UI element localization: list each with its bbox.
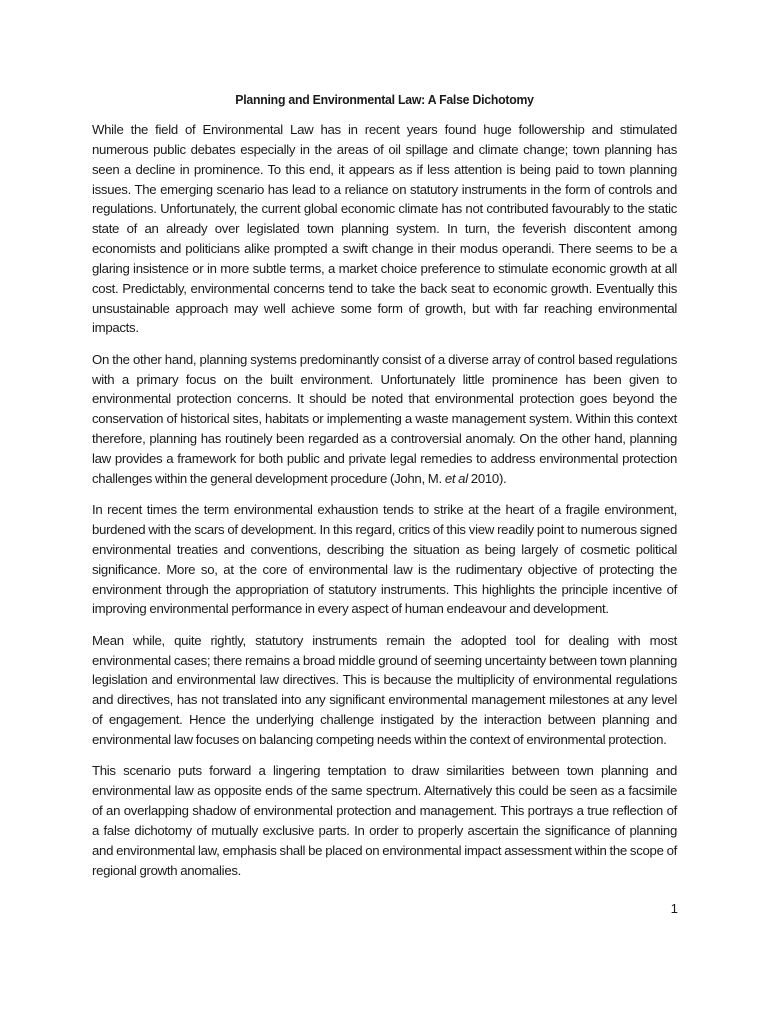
paragraph-3: In recent times the term environmental exhaustion tends to strike at the heart of a fragile environment, burdened with the scars of development. In this regard, critics of this view readily point to numerous signed environmental treaties and conventions, describing the situation as being largely of cosmetic political significance. More so, at the core of environmental law is the rudimentary objective of protecting the environment through the appropriation of statutory instruments. This highlights the principle incentive of improving environmental performance in every aspect of human endeavour and development. [92,502,677,617]
document-body [92,90,677,892]
page-number: 1 [670,901,678,916]
paragraph-2 [92,350,677,489]
paragraph-2-italic-citation: et al [444,470,468,486]
paragraph-2-text: On the other hand, planning systems predominantly consist of a diverse array of control based regulations with a primary focus on the built environment. Unfortunately little prominence has been given to environmental protection concerns. It should be noted that environmental protection goes beyond the conservation of historical sites, habitats or implementing a waste management system. Within this context therefore, planning has routinely been regarded as a controversial anomaly. On the other hand, planning law provides a framework for both public and private legal remedies to address environmental protection challenges within the general development procedure (John, M. [92,351,677,486]
paragraph-5: This scenario puts forward a lingering temptation to draw similarities between town planning and environmental law as opposite ends of the same spectrum. Alternatively this could be seen as a facsimile of an overlapping shadow of environmental protection and management. This portrays a true reflection of a false dichotomy of mutually exclusive parts. In order to properly ascertain the significance of planning and environmental law, emphasis shall be placed on environmental impact assessment within the scope of regional growth anomalies. [92,763,677,878]
document-title: Planning and Environmental Law: A False Dichotomy [235,92,534,107]
paragraph-2-text-end: 2010). [467,470,507,486]
paragraph-1: While the field of Environmental Law has in recent years found huge followership and stimulated numerous public debates especially in the areas of oil spillage and climate change; town planning has seen a decline in prominence. To this end, it appears as if less attention is being paid to town planning issues. The emerging scenario has lead to a reliance on statutory instruments in the form of controls and regulations. Unfortunately, the current global economic climate has not contributed favourably to the static state of an already over legislated town planning system. In turn, the feverish discontent among economists and politicians alike prompted a swift change in their modus operandi. There seems to be a glaring insistence or in more subtle terms, a market choice preference to stimulate economic growth at all cost. Predictably, environmental concerns tend to take the back seat to economic growth. Eventually this unsustainable approach may well achieve some form of growth, but with far reaching environmental impacts. [92,122,677,336]
paragraph-4: Mean while, quite rightly, statutory instruments remain the adopted tool for dealing with most environmental cases; there remains a broad middle ground of seeming uncertainty between town planning legislation and environmental law directives. This is because the multiplicity of environmental regulations and directives, has not translated into any significant environmental management milestones at any level of engagement. Hence the underlying challenge instigated by the interaction between planning and environmental law focuses on balancing competing needs within the context of environmental protection. [92,632,677,747]
